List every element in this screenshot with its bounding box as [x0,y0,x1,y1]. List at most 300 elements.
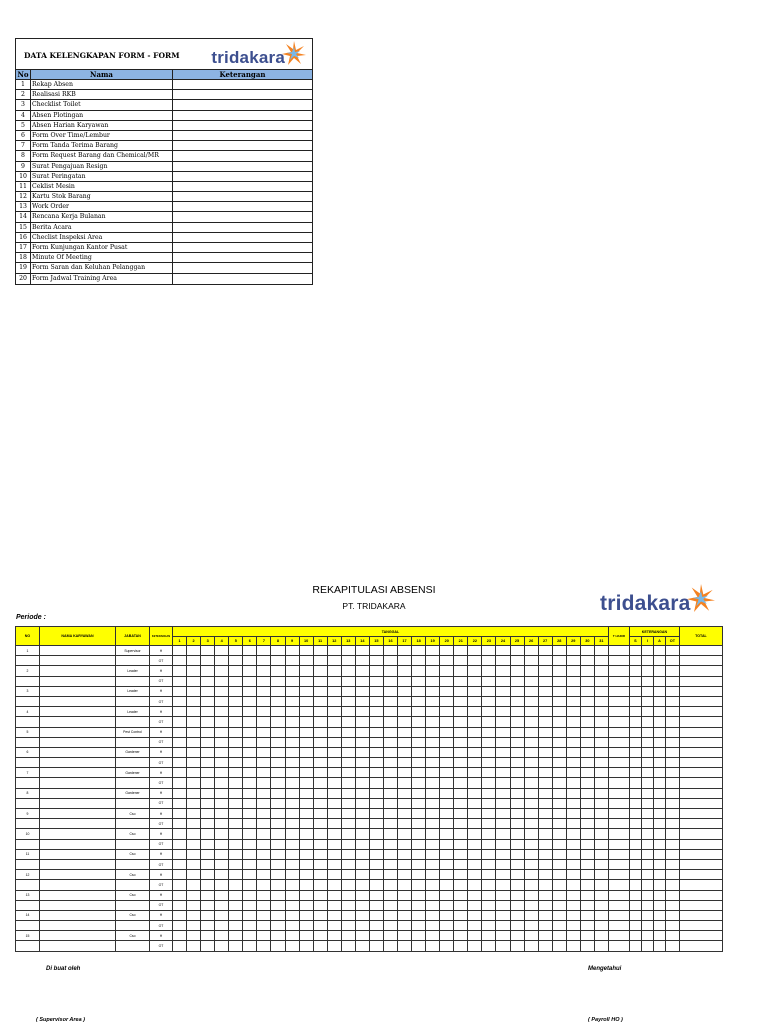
attendance-cell[interactable] [369,839,383,849]
attendance-cell[interactable] [187,931,201,941]
attendance-cell[interactable] [313,656,327,666]
attendance-cell[interactable] [229,656,243,666]
attendance-cell[interactable] [426,778,440,788]
attendance-cell[interactable] [173,727,187,737]
attendance-cell[interactable] [327,768,341,778]
attendance-cell[interactable] [355,737,369,747]
attendance-cell[interactable] [229,686,243,696]
attendance-cell[interactable] [383,646,397,656]
attendance-cell[interactable] [369,910,383,920]
attendance-cell[interactable] [369,849,383,859]
employee-nama[interactable] [40,707,116,717]
attendance-cell[interactable] [594,839,608,849]
attendance-cell[interactable] [594,890,608,900]
attendance-cell[interactable] [641,900,653,910]
attendance-cell[interactable] [327,758,341,768]
attendance-cell[interactable] [468,646,482,656]
employee-nama[interactable] [40,829,116,839]
attendance-cell[interactable] [524,727,538,737]
attendance-cell[interactable] [594,737,608,747]
attendance-cell[interactable] [454,737,468,747]
attendance-cell[interactable] [229,941,243,951]
attendance-cell[interactable] [653,829,665,839]
attendance-cell[interactable] [510,900,524,910]
employee-nama[interactable] [40,809,116,819]
attendance-cell[interactable] [215,839,229,849]
attendance-cell[interactable] [215,798,229,808]
attendance-cell[interactable] [468,778,482,788]
attendance-cell[interactable] [608,707,629,717]
attendance-cell[interactable] [641,921,653,931]
attendance-cell[interactable] [679,839,722,849]
attendance-cell[interactable] [468,859,482,869]
attendance-cell[interactable] [641,747,653,757]
attendance-cell[interactable] [327,829,341,839]
attendance-cell[interactable] [566,890,580,900]
attendance-cell[interactable] [426,788,440,798]
attendance-cell[interactable] [173,717,187,727]
attendance-cell[interactable] [510,768,524,778]
attendance-cell[interactable] [552,819,566,829]
attendance-cell[interactable] [285,646,299,656]
attendance-cell[interactable] [355,788,369,798]
attendance-cell[interactable] [187,809,201,819]
attendance-cell[interactable] [229,727,243,737]
attendance-cell[interactable] [215,768,229,778]
attendance-cell[interactable] [369,646,383,656]
attendance-cell[interactable] [641,768,653,778]
attendance-cell[interactable] [608,676,629,686]
attendance-cell[interactable] [355,849,369,859]
attendance-cell[interactable] [426,910,440,920]
attendance-cell[interactable] [355,921,369,931]
attendance-cell[interactable] [383,839,397,849]
attendance-cell[interactable] [538,829,552,839]
attendance-cell[interactable] [299,737,313,747]
attendance-cell[interactable] [398,646,412,656]
attendance-cell[interactable] [257,768,271,778]
attendance-cell[interactable] [482,880,496,890]
attendance-cell[interactable] [201,870,215,880]
attendance-cell[interactable] [524,819,538,829]
attendance-cell[interactable] [383,727,397,737]
attendance-cell[interactable] [679,646,722,656]
attendance-cell[interactable] [454,890,468,900]
attendance-cell[interactable] [299,859,313,869]
attendance-cell[interactable] [187,707,201,717]
attendance-cell[interactable] [341,727,355,737]
attendance-cell[interactable] [173,707,187,717]
attendance-cell[interactable] [271,819,285,829]
attendance-cell[interactable] [341,747,355,757]
attendance-cell[interactable] [454,849,468,859]
attendance-cell[interactable] [641,819,653,829]
attendance-cell[interactable] [243,717,257,727]
employee-nama[interactable] [40,727,116,737]
attendance-cell[interactable] [412,931,426,941]
attendance-cell[interactable] [257,696,271,706]
attendance-cell[interactable] [510,676,524,686]
attendance-cell[interactable] [440,849,454,859]
attendance-cell[interactable] [187,849,201,859]
attendance-cell[interactable] [426,809,440,819]
attendance-cell[interactable] [566,778,580,788]
attendance-cell[interactable] [482,849,496,859]
attendance-cell[interactable] [215,880,229,890]
attendance-cell[interactable] [271,686,285,696]
attendance-cell[interactable] [412,839,426,849]
attendance-cell[interactable] [355,839,369,849]
attendance-cell[interactable] [629,941,641,951]
attendance-cell[interactable] [552,676,566,686]
attendance-cell[interactable] [285,890,299,900]
attendance-cell[interactable] [355,819,369,829]
attendance-cell[interactable] [355,758,369,768]
attendance-cell[interactable] [653,809,665,819]
attendance-cell[interactable] [454,809,468,819]
attendance-cell[interactable] [257,809,271,819]
attendance-cell[interactable] [580,656,594,666]
attendance-cell[interactable] [580,829,594,839]
attendance-cell[interactable] [355,809,369,819]
attendance-cell[interactable] [653,676,665,686]
attendance-cell[interactable] [327,941,341,951]
attendance-cell[interactable] [538,768,552,778]
attendance-cell[interactable] [440,880,454,890]
attendance-cell[interactable] [355,870,369,880]
attendance-cell[interactable] [629,666,641,676]
attendance-cell[interactable] [173,849,187,859]
attendance-cell[interactable] [355,717,369,727]
attendance-cell[interactable] [173,900,187,910]
attendance-cell[interactable] [257,859,271,869]
attendance-cell[interactable] [187,666,201,676]
attendance-cell[interactable] [552,880,566,890]
attendance-cell[interactable] [524,778,538,788]
attendance-cell[interactable] [341,870,355,880]
employee-nama[interactable] [40,686,116,696]
attendance-cell[interactable] [440,676,454,686]
attendance-cell[interactable] [341,737,355,747]
attendance-cell[interactable] [271,666,285,676]
attendance-cell[interactable] [243,656,257,666]
attendance-cell[interactable] [271,809,285,819]
attendance-cell[interactable] [243,727,257,737]
attendance-cell[interactable] [383,696,397,706]
attendance-cell[interactable] [271,676,285,686]
attendance-cell[interactable] [454,686,468,696]
attendance-cell[interactable] [412,880,426,890]
attendance-cell[interactable] [566,900,580,910]
attendance-cell[interactable] [566,727,580,737]
attendance-cell[interactable] [257,921,271,931]
attendance-cell[interactable] [229,890,243,900]
attendance-cell[interactable] [552,849,566,859]
attendance-cell[interactable] [629,727,641,737]
attendance-cell[interactable] [369,931,383,941]
attendance-cell[interactable] [594,696,608,706]
attendance-cell[interactable] [679,737,722,747]
attendance-cell[interactable] [257,758,271,768]
attendance-cell[interactable] [566,696,580,706]
attendance-cell[interactable] [566,676,580,686]
attendance-cell[interactable] [313,921,327,931]
attendance-cell[interactable] [510,646,524,656]
attendance-cell[interactable] [496,870,510,880]
attendance-cell[interactable] [552,737,566,747]
attendance-cell[interactable] [538,646,552,656]
attendance-cell[interactable] [496,921,510,931]
attendance-cell[interactable] [482,819,496,829]
attendance-cell[interactable] [215,941,229,951]
attendance-cell[interactable] [313,931,327,941]
attendance-cell[interactable] [496,941,510,951]
attendance-cell[interactable] [285,941,299,951]
attendance-cell[interactable] [383,788,397,798]
attendance-cell[interactable] [355,778,369,788]
attendance-cell[interactable] [243,849,257,859]
attendance-cell[interactable] [629,676,641,686]
attendance-cell[interactable] [327,747,341,757]
attendance-cell[interactable] [454,870,468,880]
attendance-cell[interactable] [243,839,257,849]
attendance-cell[interactable] [552,646,566,656]
attendance-cell[interactable] [468,809,482,819]
attendance-cell[interactable] [665,829,679,839]
attendance-cell[interactable] [594,727,608,737]
attendance-cell[interactable] [243,737,257,747]
attendance-cell[interactable] [313,646,327,656]
attendance-cell[interactable] [229,910,243,920]
attendance-cell[interactable] [482,768,496,778]
attendance-cell[interactable] [524,849,538,859]
attendance-cell[interactable] [653,717,665,727]
attendance-cell[interactable] [271,758,285,768]
attendance-cell[interactable] [383,921,397,931]
attendance-cell[interactable] [243,819,257,829]
attendance-cell[interactable] [641,859,653,869]
attendance-cell[interactable] [383,931,397,941]
attendance-cell[interactable] [482,809,496,819]
attendance-cell[interactable] [173,809,187,819]
attendance-cell[interactable] [369,900,383,910]
attendance-cell[interactable] [426,707,440,717]
attendance-cell[interactable] [327,676,341,686]
attendance-cell[interactable] [496,666,510,676]
attendance-cell[interactable] [426,656,440,666]
attendance-cell[interactable] [285,737,299,747]
attendance-cell[interactable] [398,809,412,819]
attendance-cell[interactable] [496,900,510,910]
attendance-cell[interactable] [285,707,299,717]
attendance-cell[interactable] [341,839,355,849]
attendance-cell[interactable] [440,717,454,727]
attendance-cell[interactable] [243,676,257,686]
attendance-cell[interactable] [641,910,653,920]
attendance-cell[interactable] [426,676,440,686]
attendance-cell[interactable] [510,890,524,900]
attendance-cell[interactable] [187,778,201,788]
attendance-cell[interactable] [257,737,271,747]
attendance-cell[interactable] [243,666,257,676]
attendance-cell[interactable] [594,809,608,819]
attendance-cell[interactable] [229,931,243,941]
attendance-cell[interactable] [271,696,285,706]
attendance-cell[interactable] [538,707,552,717]
attendance-cell[interactable] [383,809,397,819]
attendance-cell[interactable] [641,778,653,788]
attendance-cell[interactable] [355,696,369,706]
attendance-cell[interactable] [412,707,426,717]
attendance-cell[interactable] [524,696,538,706]
attendance-cell[interactable] [201,839,215,849]
attendance-cell[interactable] [355,931,369,941]
employee-nama[interactable] [40,788,116,798]
attendance-cell[interactable] [187,941,201,951]
attendance-cell[interactable] [299,839,313,849]
attendance-cell[interactable] [552,941,566,951]
attendance-cell[interactable] [482,707,496,717]
attendance-cell[interactable] [229,880,243,890]
attendance-cell[interactable] [369,809,383,819]
attendance-cell[interactable] [243,931,257,941]
attendance-cell[interactable] [496,819,510,829]
attendance-cell[interactable] [679,788,722,798]
attendance-cell[interactable] [313,778,327,788]
attendance-cell[interactable] [257,829,271,839]
attendance-cell[interactable] [608,747,629,757]
attendance-cell[interactable] [665,758,679,768]
attendance-cell[interactable] [369,666,383,676]
attendance-cell[interactable] [327,727,341,737]
attendance-cell[interactable] [665,737,679,747]
attendance-cell[interactable] [566,747,580,757]
attendance-cell[interactable] [482,829,496,839]
attendance-cell[interactable] [299,931,313,941]
attendance-cell[interactable] [243,809,257,819]
attendance-cell[interactable] [299,676,313,686]
attendance-cell[interactable] [496,839,510,849]
attendance-cell[interactable] [426,900,440,910]
attendance-cell[interactable] [629,859,641,869]
attendance-cell[interactable] [412,910,426,920]
attendance-cell[interactable] [341,666,355,676]
attendance-cell[interactable] [594,707,608,717]
attendance-cell[interactable] [412,941,426,951]
attendance-cell[interactable] [355,859,369,869]
attendance-cell[interactable] [468,798,482,808]
attendance-cell[interactable] [398,819,412,829]
attendance-cell[interactable] [369,890,383,900]
attendance-cell[interactable] [201,859,215,869]
attendance-cell[interactable] [566,788,580,798]
attendance-cell[interactable] [285,829,299,839]
attendance-cell[interactable] [383,717,397,727]
attendance-cell[interactable] [440,839,454,849]
attendance-cell[interactable] [313,839,327,849]
attendance-cell[interactable] [665,798,679,808]
attendance-cell[interactable] [440,727,454,737]
attendance-cell[interactable] [341,717,355,727]
attendance-cell[interactable] [398,859,412,869]
attendance-cell[interactable] [538,737,552,747]
attendance-cell[interactable] [454,727,468,737]
attendance-cell[interactable] [187,839,201,849]
attendance-cell[interactable] [468,931,482,941]
attendance-cell[interactable] [629,890,641,900]
attendance-cell[interactable] [580,900,594,910]
attendance-cell[interactable] [187,768,201,778]
attendance-cell[interactable] [285,809,299,819]
attendance-cell[interactable] [398,696,412,706]
attendance-cell[interactable] [355,880,369,890]
attendance-cell[interactable] [679,686,722,696]
attendance-cell[interactable] [468,717,482,727]
attendance-cell[interactable] [566,686,580,696]
attendance-cell[interactable] [496,890,510,900]
attendance-cell[interactable] [496,696,510,706]
attendance-cell[interactable] [299,809,313,819]
attendance-cell[interactable] [468,656,482,666]
attendance-cell[interactable] [608,819,629,829]
attendance-cell[interactable] [285,758,299,768]
attendance-cell[interactable] [440,696,454,706]
attendance-cell[interactable] [341,819,355,829]
attendance-cell[interactable] [538,686,552,696]
attendance-cell[interactable] [482,798,496,808]
attendance-cell[interactable] [580,880,594,890]
attendance-cell[interactable] [524,717,538,727]
attendance-cell[interactable] [271,859,285,869]
employee-nama[interactable] [40,910,116,920]
attendance-cell[interactable] [327,819,341,829]
attendance-cell[interactable] [383,758,397,768]
employee-nama[interactable] [40,870,116,880]
attendance-cell[interactable] [299,717,313,727]
attendance-cell[interactable] [510,717,524,727]
attendance-cell[interactable] [538,656,552,666]
attendance-cell[interactable] [313,666,327,676]
attendance-cell[interactable] [552,666,566,676]
attendance-cell[interactable] [552,778,566,788]
attendance-cell[interactable] [201,676,215,686]
attendance-cell[interactable] [412,747,426,757]
attendance-cell[interactable] [440,737,454,747]
attendance-cell[interactable] [257,747,271,757]
attendance-cell[interactable] [580,809,594,819]
attendance-cell[interactable] [679,880,722,890]
attendance-cell[interactable] [285,910,299,920]
attendance-cell[interactable] [426,686,440,696]
attendance-cell[interactable] [679,717,722,727]
attendance-cell[interactable] [398,921,412,931]
attendance-cell[interactable] [355,727,369,737]
attendance-cell[interactable] [341,931,355,941]
attendance-cell[interactable] [594,849,608,859]
attendance-cell[interactable] [641,890,653,900]
attendance-cell[interactable] [524,941,538,951]
attendance-cell[interactable] [482,870,496,880]
attendance-cell[interactable] [496,829,510,839]
attendance-cell[interactable] [653,870,665,880]
attendance-cell[interactable] [653,890,665,900]
attendance-cell[interactable] [665,656,679,666]
attendance-cell[interactable] [468,686,482,696]
attendance-cell[interactable] [496,676,510,686]
attendance-cell[interactable] [257,910,271,920]
attendance-cell[interactable] [629,870,641,880]
attendance-cell[interactable] [580,890,594,900]
